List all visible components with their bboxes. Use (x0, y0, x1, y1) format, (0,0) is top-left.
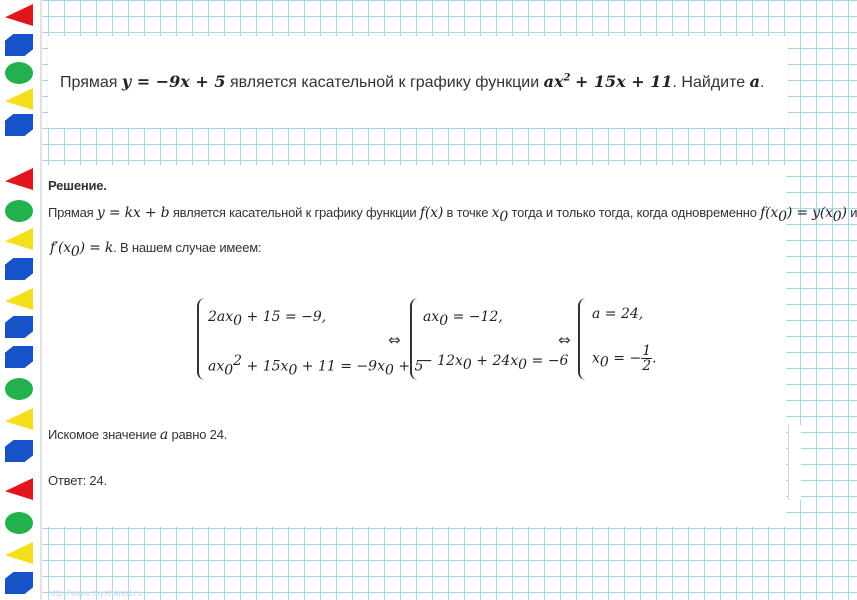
task-func-ax: ax (543, 72, 564, 91)
task-func-exponent: 2 (563, 72, 571, 84)
task-statement (60, 72, 785, 92)
sol1-and: и (850, 205, 857, 220)
s3e2-eq: = − (608, 350, 642, 367)
s1e2-sub3: 0 (384, 362, 394, 379)
green-ellipse-icon (5, 62, 33, 84)
blue-cube-icon (5, 258, 33, 280)
system-2-eq-2 (421, 353, 568, 373)
sol1-cond-sub2: 0 (832, 208, 842, 225)
task-word-line: Прямая (60, 74, 118, 91)
system-1-eq-2 (208, 353, 423, 378)
yellow-triangle-icon (5, 408, 33, 430)
yellow-triangle-icon (5, 88, 33, 110)
conclusion-text: Искомое значение (48, 427, 157, 442)
conclusion-var-a: a (159, 427, 169, 443)
green-ellipse-icon (5, 378, 33, 400)
sol2-deriv-sub: 0 (70, 243, 80, 260)
s2e2-b: + 24x (471, 353, 519, 369)
task-find: . Найдите (672, 74, 746, 91)
s1e2-c: + 11 = −9x (297, 358, 385, 375)
s2e1-a: ax (423, 309, 440, 325)
system-3-eq-1: a = 24, (592, 306, 644, 322)
green-ellipse-icon (5, 200, 33, 222)
sol1-x: x (491, 205, 500, 221)
yellow-triangle-icon (5, 288, 33, 310)
s3e2-numerator: 1 (642, 343, 652, 359)
s1e2-sup: 2 (233, 353, 243, 369)
sol1-line-equation: y = kx + b (96, 205, 170, 221)
s1e2-b: + 15x (242, 358, 289, 375)
right-edge-panel (788, 425, 801, 500)
yellow-triangle-icon (5, 228, 33, 250)
sol2-deriv-a: f′(x (50, 240, 71, 256)
s1e2-sub1: 0 (224, 362, 234, 379)
task-func-rest: + 15x + 11 (574, 72, 673, 91)
s2e2-a: − 12x (421, 353, 463, 369)
s3e2-x: x (592, 350, 600, 367)
solution-line-2 (50, 240, 261, 260)
red-triangle-icon (5, 4, 33, 26)
s1e2-d: + 5 (393, 358, 424, 375)
solution-line-1 (48, 205, 857, 225)
blue-cube-icon (5, 316, 33, 338)
task-function (544, 72, 571, 91)
equivalence-arrow-1: ⇔ (388, 331, 401, 349)
s3e2-period: . (652, 350, 657, 367)
blue-cube-icon (5, 346, 33, 368)
red-triangle-icon (5, 168, 33, 190)
sol1-x0 (491, 205, 509, 225)
solution-heading: Решение. (48, 178, 107, 193)
sol1-text-point: в точке (446, 205, 489, 220)
s2e2-sub1: 0 (462, 356, 472, 373)
decorative-shape-strip (0, 0, 42, 600)
s1e2-a: ax (208, 358, 225, 375)
conclusion-value: равно 24. (171, 427, 228, 442)
conclusion-line (48, 427, 227, 443)
yellow-triangle-icon (5, 542, 33, 564)
blue-cube-icon (5, 34, 33, 56)
sol1-condition (760, 205, 847, 225)
sol1-word-line: Прямая (48, 205, 94, 220)
s2e1-b: = −12, (448, 309, 503, 325)
sol1-text-iff: тогда и только тогда, когда одновременно (511, 205, 757, 220)
s2e2-sub2: 0 (518, 356, 528, 373)
s1e1-sub: 0 (233, 312, 243, 329)
sol2-derivative (50, 240, 114, 260)
sol2-deriv-b: ) = k (79, 240, 114, 256)
sol1-x-sub: 0 (499, 208, 509, 225)
green-ellipse-icon (5, 512, 33, 534)
s3e2-denominator: 2 (642, 358, 652, 374)
sol1-cond-b: ) = y(x (786, 205, 833, 221)
red-triangle-icon (5, 478, 33, 500)
s2e1-sub: 0 (439, 312, 449, 329)
equivalence-arrow-2: ⇔ (558, 331, 571, 349)
sol1-text-tangent: является касательной к графику функции (172, 205, 417, 220)
blue-cube-icon (5, 572, 33, 594)
s2e2-c: = −6 (527, 353, 569, 369)
system-1-eq-1 (208, 309, 326, 329)
task-text: является касательной к графику функции (229, 74, 540, 91)
s1e2-sub2: 0 (288, 362, 298, 379)
s1e1-a: 2ax (208, 309, 234, 325)
system-3-brace (578, 298, 590, 380)
task-line-equation: y = −9x + 5 (121, 72, 226, 91)
watermark-text: http://www.myshared.ru (48, 588, 143, 598)
sol1-cond-c: ) (841, 205, 847, 221)
s3e2-sub: 0 (599, 354, 609, 371)
sol1-cond-sub1: 0 (778, 208, 787, 225)
blue-cube-icon (5, 440, 33, 462)
answer-line: Ответ: 24. (48, 473, 107, 488)
blue-cube-icon (5, 114, 33, 136)
sol2-text: . В нашем случае имеем: (113, 240, 262, 255)
s3e2-fraction (641, 344, 652, 373)
sol1-fx: f(x) (419, 205, 444, 221)
task-var-a: a (749, 72, 760, 91)
system-2-eq-1 (423, 309, 503, 329)
system-3-eq-2 (592, 344, 657, 373)
task-period: . (759, 74, 765, 91)
sol1-cond-a: f(x (760, 205, 779, 221)
s1e1-b: + 15 = −9, (242, 309, 327, 325)
